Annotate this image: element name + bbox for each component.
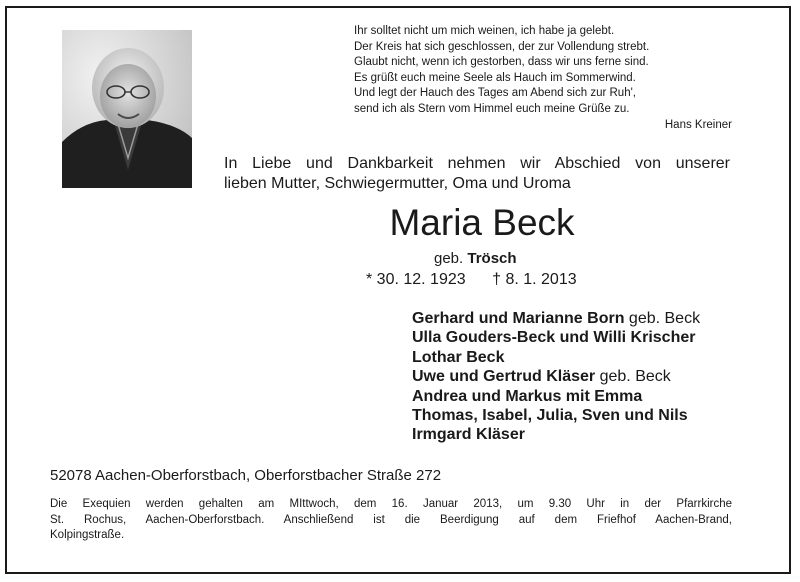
family-entry — [412, 425, 700, 444]
poem-line: Der Kreis hat sich geschlossen, der zur Vollendung strebt. — [354, 40, 650, 53]
portrait-image — [62, 30, 192, 188]
life-dates — [366, 271, 599, 289]
portrait-photo — [62, 30, 192, 188]
birth-surname: Trösch — [467, 250, 517, 267]
family-names: Lothar Beck — [412, 348, 505, 366]
family-names: Uwe und Gertrud Kläser — [412, 368, 596, 386]
family-entry — [412, 387, 700, 406]
family-entry — [412, 367, 700, 386]
poem-line: send ich als Stern vom Himmel euch meine Grüße zu. — [354, 102, 630, 115]
poem-line: Glaubt nicht, wenn ich gestorben, dass wir uns ferne sind. — [354, 56, 649, 69]
poem-line: Und legt der Hauch des Tages am Abend sich zur Ruh', — [354, 87, 636, 100]
family-names: Ulla Gouders-Beck und Willi Krischer — [412, 329, 696, 347]
family-names: Gerhard und Marianne Born — [412, 310, 625, 327]
birth-prefix: geb. — [434, 250, 464, 267]
family-entry — [412, 348, 700, 367]
family-names: Irmgard Kläser — [412, 426, 525, 444]
death-date: † 8. 1. 2013 — [492, 271, 577, 288]
funeral-info — [50, 497, 732, 544]
deceased-name: Maria Beck — [389, 202, 575, 243]
family-entry — [412, 309, 700, 328]
family-entry — [412, 406, 700, 425]
funeral-info-line: St. Rochus, Aachen-Oberforstbach. Anschließend ist die Beerdigung auf dem Friefhof Aachen-Brand, — [50, 513, 732, 526]
family-note: geb. Beck — [624, 310, 701, 327]
intro-text — [224, 154, 730, 194]
birth-name — [434, 250, 517, 267]
family-names: Thomas, Isabel, Julia, Sven und Nils — [412, 407, 688, 425]
intro-line: lieben Mutter, Schwiegermutter, Oma und Uroma — [224, 175, 571, 192]
poem-author: Hans Kreiner — [664, 118, 732, 131]
family-list — [412, 309, 700, 445]
family-names: Andrea und Markus mit Emma — [412, 387, 643, 405]
poem — [354, 24, 732, 133]
address: 52078 Aachen-Oberforstbach, Oberforstbacher Straße 272 — [50, 467, 442, 484]
poem-line: Es grüßt euch meine Seele als Hauch im Sommerwind. — [354, 71, 636, 84]
funeral-info-line: Die Exequien werden gehalten am MIttwoch, dem 16. Januar 2013, um 9.30 Uhr in der Pfarrkirche — [50, 498, 732, 510]
intro-line: In Liebe und Dankbarkeit nehmen wir Abschied von unserer — [224, 155, 730, 172]
poem-line: Ihr solltet nicht um mich weinen, ich habe ja gelebt. — [354, 25, 615, 37]
family-entry — [412, 328, 700, 347]
family-note: geb. Beck — [595, 368, 671, 386]
birth-date: * 30. 12. 1923 — [366, 271, 466, 288]
funeral-info-line: Kolpingstraße. — [50, 529, 125, 542]
